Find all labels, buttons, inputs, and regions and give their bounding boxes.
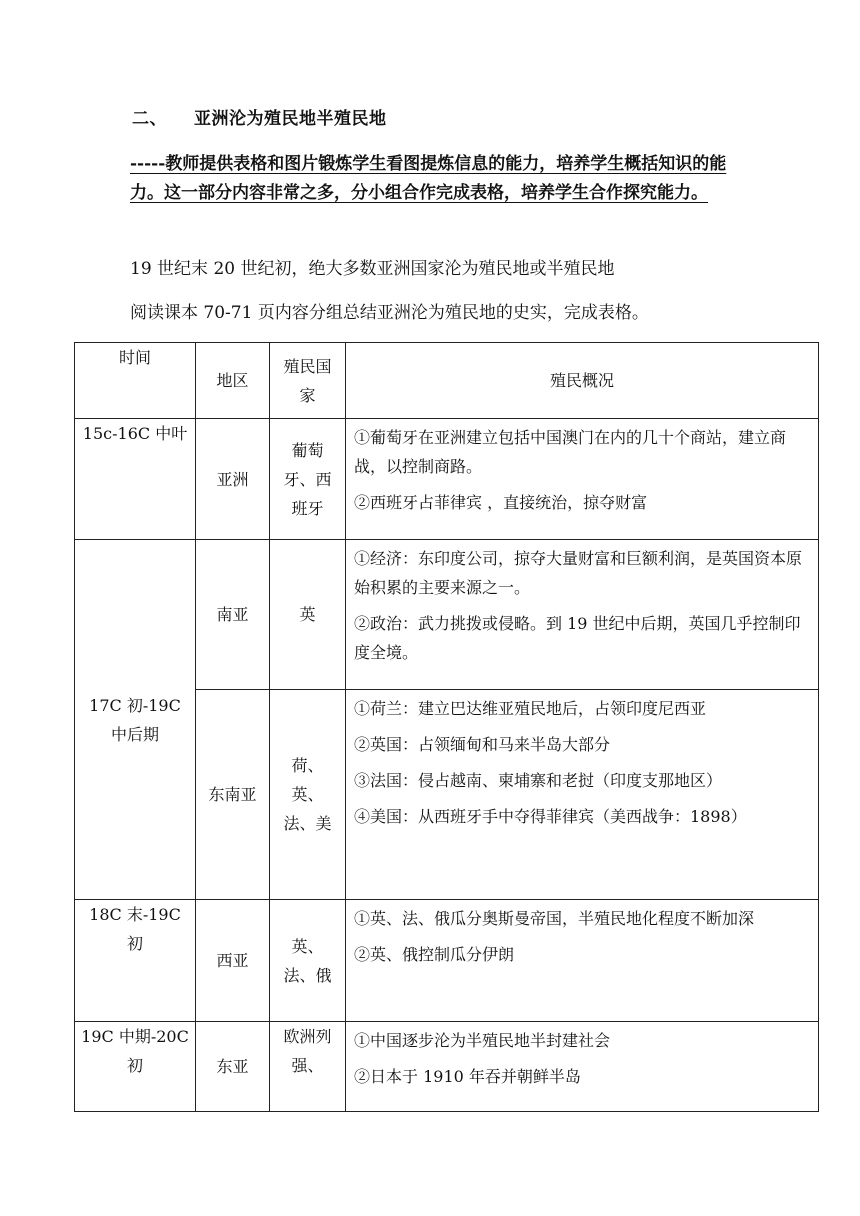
- cell-region: 东亚: [196, 1022, 270, 1112]
- table-row: [75, 419, 819, 540]
- cell-country: 荷、英、法、美: [270, 690, 346, 900]
- section-heading: [132, 104, 387, 129]
- cell-overview: [346, 1022, 819, 1112]
- overview-item: ②英、俄控制瓜分伊朗: [354, 945, 515, 964]
- cell-region: 亚洲: [196, 419, 270, 540]
- header-time: 时间: [75, 343, 196, 419]
- header-country: 殖民国家: [270, 343, 346, 419]
- cell-time: 15c-16C 中叶: [75, 419, 196, 540]
- intro-line: 19 世纪末 20 世纪初，绝大多数亚洲国家沦为殖民地或半殖民地: [130, 259, 615, 279]
- cell-time: 17C 初-19C 中后期: [75, 540, 196, 900]
- cell-country: 英、法、俄: [270, 900, 346, 1022]
- teacher-note: -----教师提供表格和图片锻炼学生看图提炼信息的能力，培养学生概括知识的能力。这一部分内容非常之多，分小组合作完成表格，培养学生合作探究能力。: [130, 154, 727, 203]
- cell-region: 东南亚: [196, 690, 270, 900]
- overview-item: ①荷兰：建立巴达维亚殖民地后，占领印度尼西亚: [354, 699, 707, 718]
- header-overview: 殖民概况: [346, 343, 819, 419]
- cell-region: 南亚: [196, 540, 270, 690]
- cell-country: 葡萄牙、西班牙: [270, 419, 346, 540]
- header-region: 地区: [196, 343, 270, 419]
- overview-item: ①经济：东印度公司，掠夺大量财富和巨额利润，是英国资本原始积累的主要来源之一。: [354, 549, 803, 597]
- overview-item: ②英国：占领缅甸和马来半岛大部分: [354, 735, 611, 754]
- cell-overview: [346, 419, 819, 540]
- instruction-line: 阅读课本 70-71 页内容分组总结亚洲沦为殖民地的史实，完成表格。: [130, 303, 649, 323]
- overview-item: ②政治：武力挑拨或侵略。到 19 世纪中后期，英国几乎控制印度全境。: [354, 614, 801, 662]
- cell-country: 英: [270, 540, 346, 690]
- cell-overview: [346, 690, 819, 900]
- cell-time: 19C 中期-20C 初: [75, 1022, 196, 1112]
- overview-item: ③法国：侵占越南、柬埔寨和老挝（印度支那地区）: [354, 771, 723, 790]
- overview-item: ②日本于 1910 年吞并朝鲜半岛: [354, 1067, 581, 1086]
- cell-time: 18C 末-19C 初: [75, 900, 196, 1022]
- cell-country: 欧洲列强、: [270, 1022, 346, 1112]
- section-number: 二、: [132, 109, 167, 129]
- table-header-row: [75, 343, 819, 419]
- cell-overview: [346, 900, 819, 1022]
- overview-item: ①中国逐步沦为半殖民地半封建社会: [354, 1031, 611, 1050]
- section-title: 亚洲沦为殖民地半殖民地: [194, 109, 387, 129]
- colonization-table: [74, 342, 819, 1112]
- overview-item: ①葡萄牙在亚洲建立包括中国澳门在内的几十个商站，建立商战，以控制商路。: [354, 428, 787, 476]
- cell-overview: [346, 540, 819, 690]
- cell-region: 西亚: [196, 900, 270, 1022]
- table-row: [75, 1022, 819, 1112]
- overview-item: ①英、法、俄瓜分奥斯曼帝国，半殖民地化程度不断加深: [354, 909, 755, 928]
- table-row: [75, 900, 819, 1022]
- overview-item: ②西班牙占菲律宾 ，直接统治，掠夺财富: [354, 493, 648, 512]
- overview-item: ④美国：从西班牙手中夺得菲律宾（美西战争：1898）: [354, 807, 747, 826]
- table-row: [75, 540, 819, 690]
